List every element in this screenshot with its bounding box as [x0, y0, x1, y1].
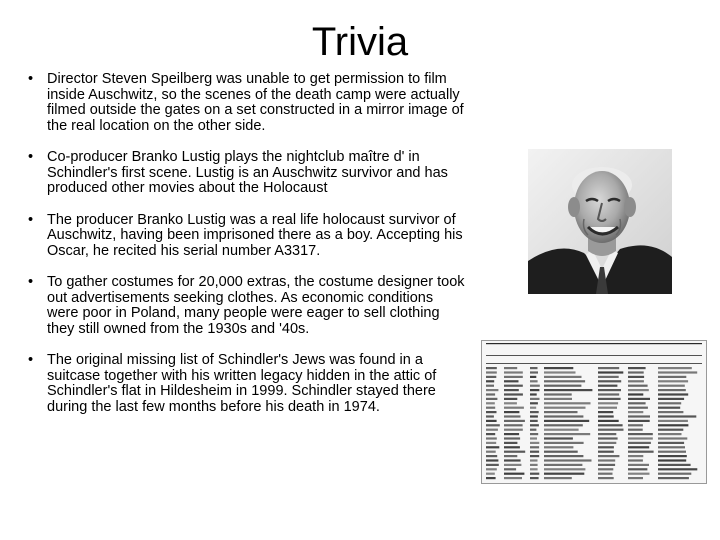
typed-text-mark [658, 468, 697, 470]
typed-text-mark [486, 433, 495, 435]
typed-text-mark [504, 424, 523, 426]
typed-text-mark [598, 451, 614, 453]
bullet-marker: • [28, 149, 34, 165]
typed-text-mark [530, 473, 539, 475]
typed-text-mark [598, 424, 623, 426]
typed-text-mark [504, 402, 517, 404]
typed-text-mark [598, 415, 614, 417]
typed-text-mark [504, 376, 523, 378]
typed-text-mark [628, 451, 654, 453]
typed-text-mark [544, 380, 585, 382]
typed-text-mark [504, 415, 521, 417]
typed-text-mark [658, 437, 687, 439]
typed-text-mark [530, 468, 538, 470]
typed-text-mark [486, 442, 496, 444]
typed-text-mark [658, 389, 686, 391]
typed-text-mark [598, 367, 619, 369]
bullet-text: To gather costumes for 20,000 extras, the costume designer took out advertisements seeking clothes. As economic conditions were poor in Poland, many people were eager to sell clothing they still owned from the 1930s and '40s. [47, 274, 465, 337]
typed-text-mark [544, 385, 581, 387]
typed-text-mark [530, 407, 536, 409]
typed-text-mark [628, 407, 648, 409]
bullet-item [28, 353, 468, 415]
typed-text-mark [658, 420, 688, 422]
typed-text-mark [658, 398, 684, 400]
typed-text-mark [628, 389, 649, 391]
bullet-text: The producer Branko Lustig was a real life holocaust survivor of Auschwitz, having been imprisoned there as a boy. Accepting his Oscar, he recited his serial number A3317. [47, 211, 463, 259]
bullet-marker: • [28, 211, 34, 228]
typed-text-mark [658, 477, 689, 479]
typed-text-mark [530, 385, 540, 387]
typed-text-mark [504, 446, 520, 448]
typed-text-mark [486, 398, 497, 400]
typed-text-mark [504, 429, 523, 431]
typed-text-mark [530, 389, 539, 391]
typed-text-mark [530, 380, 538, 382]
typed-text-mark [598, 371, 623, 373]
document-rule [486, 355, 702, 356]
typed-text-mark [504, 420, 525, 422]
typed-text-mark [598, 380, 621, 382]
typed-text-mark [628, 393, 643, 395]
typed-text-mark [658, 473, 691, 475]
typed-text-mark [544, 367, 573, 369]
typed-text-mark [530, 429, 536, 431]
typed-text-mark [504, 371, 523, 373]
typed-text-mark [530, 398, 540, 400]
typed-text-mark [530, 455, 539, 457]
typed-text-mark [628, 420, 650, 422]
typed-text-mark [486, 420, 497, 422]
typed-text-mark [486, 367, 497, 369]
typed-text-mark [598, 433, 616, 435]
typed-text-mark [598, 468, 613, 470]
typed-text-mark [628, 402, 646, 404]
typed-text-mark [486, 468, 497, 470]
slide-title-text: Trivia [311, 20, 409, 64]
typed-text-mark [544, 415, 583, 417]
typed-text-mark [486, 464, 499, 466]
typed-text-mark [504, 459, 521, 461]
typed-text-mark [544, 398, 572, 400]
typed-text-mark [544, 442, 584, 444]
typed-text-mark [628, 442, 651, 444]
typed-text-mark [658, 433, 682, 435]
typed-text-mark [530, 451, 539, 453]
typed-text-mark [486, 389, 498, 391]
typed-text-mark [530, 415, 538, 417]
typed-text-mark [628, 446, 649, 448]
typed-text-mark [598, 402, 618, 404]
typed-text-mark [530, 402, 538, 404]
bullet-item [28, 213, 468, 260]
typed-text-mark [658, 376, 686, 378]
typed-text-mark [658, 455, 687, 457]
typed-text-mark [530, 459, 538, 461]
typed-text-mark [544, 429, 579, 431]
typed-text-mark [504, 451, 525, 453]
typed-text-mark [544, 455, 583, 457]
typed-text-mark [486, 376, 496, 378]
typed-text-mark [628, 424, 643, 426]
typed-text-mark [658, 367, 692, 369]
typed-text-mark [504, 464, 521, 466]
typewritten-list-icon [482, 341, 706, 483]
typed-text-mark [544, 464, 582, 466]
typed-text-mark [486, 429, 498, 431]
typed-text-mark [628, 376, 644, 378]
typed-text-mark [658, 380, 688, 382]
document-rule [486, 363, 702, 364]
typed-text-mark [530, 393, 537, 395]
typed-text-mark [628, 415, 650, 417]
bullet-item [28, 72, 468, 134]
typed-text-mark [504, 407, 524, 409]
typed-text-mark [486, 477, 496, 479]
typed-text-mark [486, 393, 495, 395]
typed-text-mark [504, 380, 519, 382]
typed-text-mark [628, 367, 646, 369]
typed-text-mark [598, 477, 614, 479]
typed-text-mark [486, 402, 495, 404]
typed-text-mark [486, 380, 494, 382]
typed-text-mark [544, 473, 584, 475]
typed-text-mark [658, 415, 696, 417]
typed-text-mark [598, 464, 615, 466]
typed-text-mark [486, 415, 494, 417]
typed-text-mark [544, 407, 586, 409]
typed-text-mark [628, 455, 643, 457]
typed-text-mark [658, 385, 685, 387]
typed-text-mark [504, 411, 519, 413]
list-document-image [481, 340, 707, 484]
typed-text-mark [530, 437, 537, 439]
typed-text-mark [530, 376, 536, 378]
typed-text-mark [504, 442, 517, 444]
typed-text-mark [486, 459, 498, 461]
typed-text-mark [658, 446, 685, 448]
typed-text-mark [504, 389, 519, 391]
typed-text-mark [486, 451, 496, 453]
typed-text-mark [544, 433, 590, 435]
portrait-photo-icon [528, 149, 672, 294]
typed-text-mark [628, 385, 648, 387]
typed-text-mark [628, 473, 650, 475]
typed-text-mark [504, 385, 523, 387]
typed-text-mark [544, 393, 572, 395]
typed-text-mark [544, 402, 591, 404]
typed-text-mark [658, 459, 686, 461]
typed-text-mark [486, 371, 497, 373]
typed-text-mark [486, 411, 497, 413]
typed-text-mark [628, 459, 643, 461]
typed-text-mark [486, 385, 494, 387]
typed-text-mark [544, 424, 583, 426]
typed-text-mark [486, 446, 499, 448]
typed-text-mark [486, 473, 495, 475]
typed-text-mark [598, 407, 617, 409]
typed-text-mark [504, 455, 517, 457]
typed-text-mark [530, 477, 539, 479]
typed-text-mark [598, 437, 618, 439]
slide-title [0, 18, 720, 66]
typed-text-mark [628, 477, 643, 479]
typed-text-mark [544, 459, 592, 461]
typed-text-mark [544, 371, 576, 373]
typed-text-mark [530, 464, 538, 466]
bullet-marker: • [28, 274, 34, 290]
typed-text-mark [504, 437, 520, 439]
typed-text-mark [544, 468, 585, 470]
typed-text-mark [628, 429, 643, 431]
bullet-marker: • [28, 71, 34, 87]
typed-text-mark [544, 446, 573, 448]
typed-text-mark [530, 367, 538, 369]
typed-text-mark [530, 424, 539, 426]
typed-text-mark [598, 442, 616, 444]
typed-text-mark [544, 420, 589, 422]
typed-text-mark [504, 473, 524, 475]
typed-text-mark [658, 464, 691, 466]
bullet-item [28, 275, 468, 337]
typed-text-mark [530, 446, 539, 448]
bullet-item [28, 150, 468, 197]
typed-text-mark [486, 437, 497, 439]
typed-text-mark [530, 442, 539, 444]
typed-text-mark [628, 437, 653, 439]
typed-text-mark [628, 380, 644, 382]
typed-text-mark [504, 468, 516, 470]
typed-text-mark [504, 367, 517, 369]
bullet-text: Director Steven Speilberg was unable to get permission to film inside Auschwitz, so the scenes of the death camp were actually filmed outside the gates on a set constructed in a mirror image of the real location on the other side. [47, 71, 464, 134]
typed-text-mark [628, 411, 643, 413]
typed-text-mark [486, 455, 497, 457]
typed-text-mark [530, 433, 538, 435]
typed-text-mark [544, 477, 572, 479]
typed-text-mark [530, 411, 539, 413]
typed-text-mark [598, 455, 619, 457]
typed-text-mark [530, 420, 538, 422]
typed-text-mark [628, 371, 644, 373]
typed-text-mark [628, 433, 653, 435]
typed-text-mark [486, 424, 500, 426]
typed-text-mark [628, 464, 649, 466]
document-rule [486, 343, 702, 344]
typed-text-mark [658, 429, 683, 431]
typed-text-mark [504, 393, 523, 395]
typed-text-mark [658, 424, 688, 426]
typed-text-mark [598, 411, 613, 413]
typed-text-mark [598, 446, 614, 448]
typed-text-mark [504, 398, 517, 400]
typed-text-mark [658, 402, 681, 404]
typed-text-mark [598, 429, 624, 431]
bullet-text: Co-producer Branko Lustig plays the nightclub maître d' in Schindler's first scene. Lustig is an Auschwitz survivor and has produced other movies about the Holocaust [47, 149, 448, 196]
typed-text-mark [544, 376, 582, 378]
typed-text-mark [658, 451, 686, 453]
typed-text-mark [504, 477, 522, 479]
bullet-marker: • [28, 352, 34, 368]
typed-text-mark [628, 468, 647, 470]
typed-text-mark [504, 433, 519, 435]
typed-text-mark [598, 393, 619, 395]
typed-text-mark [544, 451, 578, 453]
typed-text-mark [598, 398, 621, 400]
typed-text-mark [658, 407, 680, 409]
typed-text-mark [486, 407, 495, 409]
typed-text-mark [658, 442, 684, 444]
typed-text-mark [658, 411, 683, 413]
portrait-photo [528, 149, 672, 294]
typed-text-mark [598, 389, 621, 391]
typed-text-mark [544, 411, 578, 413]
typed-text-mark [598, 420, 619, 422]
typed-text-mark [658, 393, 688, 395]
typed-text-mark [598, 459, 615, 461]
bullet-text: The original missing list of Schindler's Jews was found in a suitcase together with his written legacy hidden in the attic of Schindler's flat in Hildesheim in 1999. Schindler stayed there during the last few months before his death in 1974. [47, 352, 437, 415]
typed-text-mark [628, 398, 650, 400]
typed-text-mark [544, 389, 592, 391]
typed-text-mark [598, 385, 617, 387]
typed-text-mark [598, 473, 613, 475]
bullet-list [28, 72, 468, 431]
typed-text-mark [658, 371, 697, 373]
typed-text-mark [530, 371, 538, 373]
typed-text-mark [598, 376, 619, 378]
typed-text-mark [544, 437, 573, 439]
